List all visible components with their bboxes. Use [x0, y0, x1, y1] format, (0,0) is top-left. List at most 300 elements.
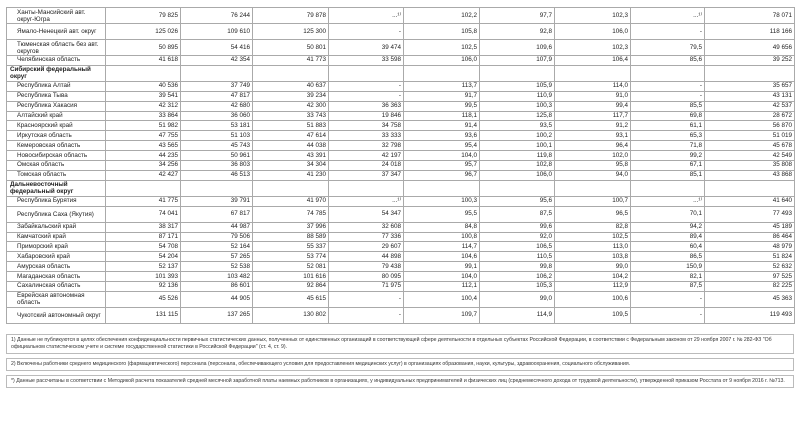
table-row: [7, 307, 795, 323]
value-cell: 95,7: [404, 161, 480, 171]
value-cell: 91,7: [404, 91, 480, 101]
value-cell: 44 038: [253, 141, 329, 151]
value-cell: 104,0: [404, 272, 480, 282]
value-cell: 80 095: [329, 272, 404, 282]
value-cell: 39 474: [329, 40, 404, 56]
table-row: [7, 8, 795, 24]
value-cell: 74 041: [106, 206, 181, 222]
value-cell: [329, 180, 404, 196]
value-cell: 103 482: [181, 272, 253, 282]
value-cell: 42 354: [181, 56, 253, 66]
value-cell: 43 868: [705, 170, 795, 180]
salary-table: [6, 7, 795, 324]
value-cell: 100,7: [555, 196, 631, 206]
value-cell: [705, 180, 795, 196]
value-cell: 96,4: [555, 141, 631, 151]
table-row: [7, 131, 795, 141]
value-cell: [480, 180, 555, 196]
value-cell: 91,2: [555, 121, 631, 131]
value-cell: 99,4: [555, 101, 631, 111]
value-cell: 45 743: [181, 141, 253, 151]
footnotes: [6, 334, 794, 388]
value-cell: 39 791: [181, 196, 253, 206]
region-name: Еврейская автономная область: [7, 291, 106, 307]
table-row: [7, 81, 795, 91]
value-cell: 99,1: [404, 262, 480, 272]
region-name: Хабаровский край: [7, 252, 106, 262]
value-cell: 79 438: [329, 262, 404, 272]
value-cell: 85,5: [631, 101, 705, 111]
value-cell: 37 996: [253, 222, 329, 232]
value-cell: 150,9: [631, 262, 705, 272]
value-cell: 109,7: [404, 307, 480, 323]
value-cell: 77 493: [705, 206, 795, 222]
value-cell: 45 678: [705, 141, 795, 151]
value-cell: 102,2: [404, 8, 480, 24]
value-cell: 45 363: [705, 291, 795, 307]
value-cell: 85,6: [631, 56, 705, 66]
value-cell: 61,1: [631, 121, 705, 131]
table-row: [7, 242, 795, 252]
value-cell: 19 846: [329, 111, 404, 121]
value-cell: 87 171: [106, 232, 181, 242]
value-cell: 52 137: [106, 262, 181, 272]
value-cell: 109,5: [555, 307, 631, 323]
table-row: [7, 272, 795, 282]
value-cell: 102,3: [555, 40, 631, 56]
value-cell: 125 300: [253, 24, 329, 40]
value-cell: 95,4: [404, 141, 480, 151]
table-row: [7, 40, 795, 56]
value-cell: 88 589: [253, 232, 329, 242]
value-cell: 99,2: [631, 151, 705, 161]
value-cell: 54 204: [106, 252, 181, 262]
value-cell: 50 961: [181, 151, 253, 161]
table-row: [7, 111, 795, 121]
value-cell: -: [631, 24, 705, 40]
value-cell: 71,8: [631, 141, 705, 151]
value-cell: 33 743: [253, 111, 329, 121]
value-cell: 43 565: [106, 141, 181, 151]
table-row: [7, 291, 795, 307]
value-cell: 93,5: [480, 121, 555, 131]
value-cell: 53 774: [253, 252, 329, 262]
value-cell: 119,8: [480, 151, 555, 161]
value-cell: 69,8: [631, 111, 705, 121]
value-cell: 36 060: [181, 111, 253, 121]
value-cell: 39 252: [705, 56, 795, 66]
value-cell: 41 775: [106, 196, 181, 206]
region-name: Амурская область: [7, 262, 106, 272]
value-cell: 41 230: [253, 170, 329, 180]
value-cell: 110,5: [480, 252, 555, 262]
region-name: Сахалинская область: [7, 282, 106, 292]
value-cell: 42 300: [253, 101, 329, 111]
value-cell: 92,0: [480, 232, 555, 242]
value-cell: 91,4: [404, 121, 480, 131]
value-cell: 87,5: [631, 282, 705, 292]
value-cell: 29 607: [329, 242, 404, 252]
value-cell: -: [631, 81, 705, 91]
value-cell: [480, 65, 555, 81]
value-cell: ...¹⁾: [631, 196, 705, 206]
value-cell: 99,8: [480, 262, 555, 272]
value-cell: 40 536: [106, 81, 181, 91]
region-name: Новосибирская область: [7, 151, 106, 161]
value-cell: 119 493: [705, 307, 795, 323]
table-row: [7, 262, 795, 272]
value-cell: 95,6: [480, 196, 555, 206]
table-row: [7, 170, 795, 180]
document-page: [6, 7, 794, 392]
region-name: Республика Алтай: [7, 81, 106, 91]
value-cell: [555, 180, 631, 196]
value-cell: 52 081: [253, 262, 329, 272]
value-cell: 28 672: [705, 111, 795, 121]
value-cell: 51 824: [705, 252, 795, 262]
value-cell: 44 905: [181, 291, 253, 307]
value-cell: 106,0: [555, 24, 631, 40]
value-cell: 102,5: [555, 232, 631, 242]
table-row: [7, 232, 795, 242]
value-cell: 51 883: [253, 121, 329, 131]
region-name: Сибирский федеральный округ: [7, 65, 106, 81]
region-name: Забайкальский край: [7, 222, 106, 232]
value-cell: 56 870: [705, 121, 795, 131]
value-cell: 42 537: [705, 101, 795, 111]
value-cell: 87,5: [480, 206, 555, 222]
value-cell: 92 864: [253, 282, 329, 292]
value-cell: 100,3: [404, 196, 480, 206]
value-cell: 77 336: [329, 232, 404, 242]
value-cell: 114,7: [404, 242, 480, 252]
value-cell: 32 798: [329, 141, 404, 151]
value-cell: 76 244: [181, 8, 253, 24]
value-cell: 92,8: [480, 24, 555, 40]
value-cell: -: [329, 24, 404, 40]
value-cell: 100,1: [480, 141, 555, 151]
value-cell: 96,7: [404, 170, 480, 180]
value-cell: 117,7: [555, 111, 631, 121]
value-cell: 106,0: [404, 56, 480, 66]
value-cell: 41 970: [253, 196, 329, 206]
value-cell: 94,0: [555, 170, 631, 180]
region-name: Дальневосточный федеральный округ: [7, 180, 106, 196]
value-cell: 52 164: [181, 242, 253, 252]
value-cell: [181, 180, 253, 196]
value-cell: [404, 65, 480, 81]
region-name: Ямало-Ненецкий авт. округ: [7, 24, 106, 40]
region-name: Ханты-Мансийский авт. округ-Югра: [7, 8, 106, 24]
value-cell: 96,5: [555, 206, 631, 222]
value-cell: 34 256: [106, 161, 181, 171]
value-cell: [631, 65, 705, 81]
table-row: [7, 141, 795, 151]
region-name: Алтайский край: [7, 111, 106, 121]
value-cell: 48 979: [705, 242, 795, 252]
table-row: [7, 24, 795, 40]
value-cell: 102,8: [480, 161, 555, 171]
table-row: [7, 56, 795, 66]
region-name: Иркутская область: [7, 131, 106, 141]
value-cell: 42 312: [106, 101, 181, 111]
region-name: Камчатский край: [7, 232, 106, 242]
value-cell: 82,1: [631, 272, 705, 282]
table-row: [7, 196, 795, 206]
value-cell: 106,0: [480, 170, 555, 180]
value-cell: 112,1: [404, 282, 480, 292]
value-cell: 50 895: [106, 40, 181, 56]
value-cell: 42 680: [181, 101, 253, 111]
region-name: Магаданская область: [7, 272, 106, 282]
region-name: Республика Тыва: [7, 91, 106, 101]
value-cell: 37 749: [181, 81, 253, 91]
value-cell: 101 616: [253, 272, 329, 282]
region-name: Красноярский край: [7, 121, 106, 131]
table-row: [7, 252, 795, 262]
value-cell: 74 785: [253, 206, 329, 222]
value-cell: 114,9: [480, 307, 555, 323]
value-cell: 109 610: [181, 24, 253, 40]
table-row: [7, 161, 795, 171]
value-cell: 118 166: [705, 24, 795, 40]
value-cell: 45 189: [705, 222, 795, 232]
value-cell: 137 265: [181, 307, 253, 323]
value-cell: 67 817: [181, 206, 253, 222]
value-cell: 41 618: [106, 56, 181, 66]
table-row: [7, 206, 795, 222]
value-cell: -: [631, 91, 705, 101]
value-cell: [106, 65, 181, 81]
value-cell: 24 018: [329, 161, 404, 171]
value-cell: 33 333: [329, 131, 404, 141]
value-cell: 41 640: [705, 196, 795, 206]
value-cell: 100,8: [404, 232, 480, 242]
value-cell: 43 131: [705, 91, 795, 101]
value-cell: 99,5: [404, 101, 480, 111]
value-cell: 46 513: [181, 170, 253, 180]
value-cell: 82,8: [555, 222, 631, 232]
value-cell: 54 416: [181, 40, 253, 56]
value-cell: 44 987: [181, 222, 253, 232]
value-cell: 67,1: [631, 161, 705, 171]
value-cell: 79 878: [253, 8, 329, 24]
table-row: [7, 101, 795, 111]
value-cell: 84,8: [404, 222, 480, 232]
value-cell: [555, 65, 631, 81]
value-cell: 54 708: [106, 242, 181, 252]
value-cell: 100,6: [555, 291, 631, 307]
value-cell: 51 982: [106, 121, 181, 131]
value-cell: 42 197: [329, 151, 404, 161]
value-cell: 78 071: [705, 8, 795, 24]
value-cell: 106,4: [555, 56, 631, 66]
value-cell: 102,0: [555, 151, 631, 161]
value-cell: 47 614: [253, 131, 329, 141]
value-cell: [329, 65, 404, 81]
value-cell: 42 427: [106, 170, 181, 180]
value-cell: 114,0: [555, 81, 631, 91]
value-cell: 89,4: [631, 232, 705, 242]
section-row: [7, 65, 795, 81]
table-row: [7, 91, 795, 101]
value-cell: 44 235: [106, 151, 181, 161]
footnote: 1) Данные не публикуются в целях обеспечения конфиденциальности первичных статистических данных, полученных от единственных организаций в соответствующей сфере деятельности в отдельных субъектах Российской Федерации, в соответствии с Федеральным законом от 29 ноября 2007 г. № 282-ФЗ "Об официальном статистическом учете и системе государственной статистики в Российской Федерации" (ст. 4, ст. 9).: [6, 334, 794, 354]
region-name: Томская область: [7, 170, 106, 180]
value-cell: 49 656: [705, 40, 795, 56]
value-cell: 33 864: [106, 111, 181, 121]
value-cell: [631, 180, 705, 196]
value-cell: [181, 65, 253, 81]
value-cell: 86 601: [181, 282, 253, 292]
value-cell: 71 975: [329, 282, 404, 292]
region-name: Тюменская область без авт. округов: [7, 40, 106, 56]
value-cell: 65,3: [631, 131, 705, 141]
value-cell: 70,1: [631, 206, 705, 222]
value-cell: 35 808: [705, 161, 795, 171]
value-cell: 93,6: [404, 131, 480, 141]
footnote: 2) Включены работники среднего медицинского (фармацевтического) персонала (персонала, обеспечивающего условия для предоставления медицинских услуг) в организациях образования, науки, культуры, здравоохранения, социального обслуживания.: [6, 358, 794, 371]
table-row: [7, 151, 795, 161]
value-cell: 42 549: [705, 151, 795, 161]
value-cell: 97 525: [705, 272, 795, 282]
value-cell: 52 632: [705, 262, 795, 272]
region-name: Республика Хакасия: [7, 101, 106, 111]
value-cell: 34 304: [253, 161, 329, 171]
value-cell: 79,5: [631, 40, 705, 56]
value-cell: -: [329, 307, 404, 323]
value-cell: 54 347: [329, 206, 404, 222]
region-name: Республика Бурятия: [7, 196, 106, 206]
value-cell: 91,0: [555, 91, 631, 101]
value-cell: 109,6: [480, 40, 555, 56]
table-row: [7, 222, 795, 232]
value-cell: 100,2: [480, 131, 555, 141]
value-cell: 38 317: [106, 222, 181, 232]
value-cell: 45 615: [253, 291, 329, 307]
value-cell: 40 637: [253, 81, 329, 91]
region-name: Челябинская область: [7, 56, 106, 66]
value-cell: 105,8: [404, 24, 480, 40]
value-cell: 100,3: [480, 101, 555, 111]
value-cell: 106,2: [480, 272, 555, 282]
value-cell: 102,5: [404, 40, 480, 56]
value-cell: ...¹⁾: [631, 8, 705, 24]
table-row: [7, 121, 795, 131]
value-cell: 47 817: [181, 91, 253, 101]
value-cell: 101 393: [106, 272, 181, 282]
value-cell: 50 801: [253, 40, 329, 56]
value-cell: 105,3: [480, 282, 555, 292]
value-cell: 104,6: [404, 252, 480, 262]
region-name: Республика Саха (Якутия): [7, 206, 106, 222]
value-cell: 36 803: [181, 161, 253, 171]
value-cell: 86 464: [705, 232, 795, 242]
value-cell: -: [329, 91, 404, 101]
value-cell: 95,8: [555, 161, 631, 171]
value-cell: 53 181: [181, 121, 253, 131]
value-cell: 125 026: [106, 24, 181, 40]
value-cell: 35 657: [705, 81, 795, 91]
value-cell: 104,0: [404, 151, 480, 161]
value-cell: 104,2: [555, 272, 631, 282]
value-cell: 34 758: [329, 121, 404, 131]
value-cell: 47 755: [106, 131, 181, 141]
value-cell: 131 115: [106, 307, 181, 323]
value-cell: 106,5: [480, 242, 555, 252]
value-cell: 36 363: [329, 101, 404, 111]
value-cell: 97,7: [480, 8, 555, 24]
value-cell: 107,9: [480, 56, 555, 66]
value-cell: 94,2: [631, 222, 705, 232]
value-cell: 52 538: [181, 262, 253, 272]
value-cell: 105,9: [480, 81, 555, 91]
value-cell: 102,3: [555, 8, 631, 24]
value-cell: [404, 180, 480, 196]
value-cell: 125,8: [480, 111, 555, 121]
value-cell: 60,4: [631, 242, 705, 252]
value-cell: 86,5: [631, 252, 705, 262]
value-cell: -: [329, 291, 404, 307]
value-cell: -: [631, 291, 705, 307]
value-cell: 45 526: [106, 291, 181, 307]
table-body: [7, 8, 795, 324]
region-name: Омская область: [7, 161, 106, 171]
footnote: *) Данные рассчитаны в соответствии с Методикой расчета показателей средней месячной заработной платы наемных работников в организациях, у индивидуальных предпринимателей и физических лиц (среднемесячного дохода от трудовой деятельности), утвержденной приказом Росстата от 9 ноября 2016 г. №713.: [6, 375, 794, 388]
value-cell: 79 825: [106, 8, 181, 24]
value-cell: 112,9: [555, 282, 631, 292]
value-cell: 99,6: [480, 222, 555, 232]
value-cell: 41 773: [253, 56, 329, 66]
value-cell: 93,1: [555, 131, 631, 141]
value-cell: ...¹⁾: [329, 196, 404, 206]
value-cell: 95,5: [404, 206, 480, 222]
value-cell: 51 103: [181, 131, 253, 141]
region-name: Кемеровская область: [7, 141, 106, 151]
value-cell: 39 234: [253, 91, 329, 101]
value-cell: 99,0: [555, 262, 631, 272]
region-name: Чукотский автономный округ: [7, 307, 106, 323]
value-cell: 118,1: [404, 111, 480, 121]
value-cell: 82 225: [705, 282, 795, 292]
value-cell: 110,9: [480, 91, 555, 101]
value-cell: 51 019: [705, 131, 795, 141]
value-cell: 55 337: [253, 242, 329, 252]
value-cell: [106, 180, 181, 196]
value-cell: 33 598: [329, 56, 404, 66]
value-cell: 113,7: [404, 81, 480, 91]
value-cell: 32 608: [329, 222, 404, 232]
section-row: [7, 180, 795, 196]
value-cell: 103,8: [555, 252, 631, 262]
value-cell: 85,1: [631, 170, 705, 180]
value-cell: 99,0: [480, 291, 555, 307]
value-cell: [253, 180, 329, 196]
value-cell: 79 506: [181, 232, 253, 242]
table-row: [7, 282, 795, 292]
value-cell: 92 136: [106, 282, 181, 292]
value-cell: 44 898: [329, 252, 404, 262]
value-cell: [253, 65, 329, 81]
value-cell: -: [329, 81, 404, 91]
value-cell: 130 802: [253, 307, 329, 323]
value-cell: ...¹⁾: [329, 8, 404, 24]
value-cell: 100,4: [404, 291, 480, 307]
value-cell: 57 265: [181, 252, 253, 262]
value-cell: [705, 65, 795, 81]
region-name: Приморский край: [7, 242, 106, 252]
value-cell: 43 391: [253, 151, 329, 161]
